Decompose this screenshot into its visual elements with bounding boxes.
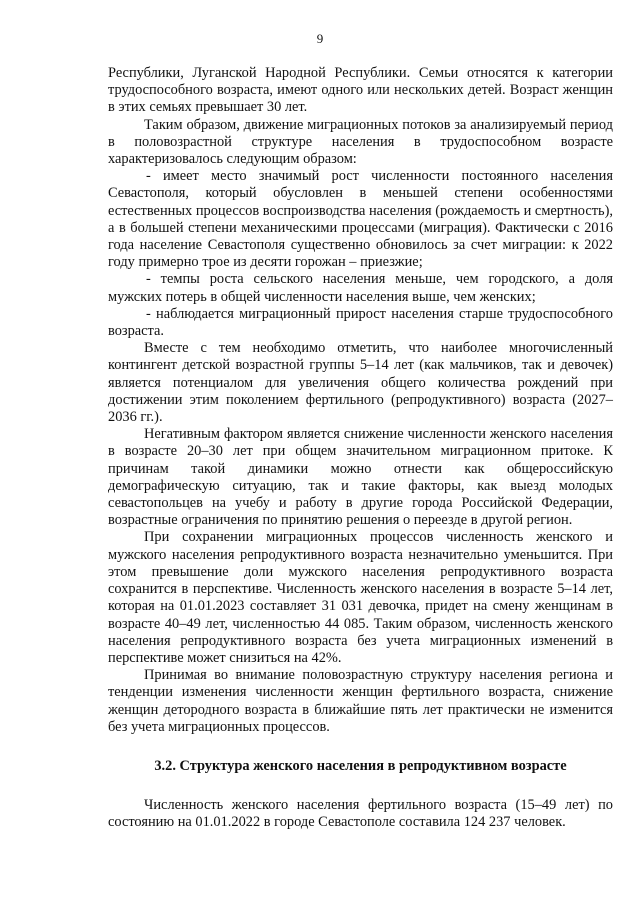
list-item-rural-growth: - темпы роста сельского населения меньше, чем городского, а доля мужских потерь в общей численности населения выше, чем женских; — [108, 271, 613, 305]
page-body — [108, 65, 613, 832]
list-item-elderly-migration: - наблюдается миграционный прирост населения старше трудоспособного возраста. — [108, 305, 613, 340]
paragraph-conclusion: Принимая во внимание половозрастную структуру населения региона и тенденции изменения численности женщин фертильного возраста, снижение женщин детородного возраста в ближайшие пять лет практически не изменится без учета миграционных процессов. — [108, 667, 613, 735]
paragraph-negative-factor: Негативным фактором является снижение численности женского населения в возрасте 20–30 лет при общем значительном миграционном притоке. К причинам такой динамики можно отнести как общероссийскую демографическую ситуацию, так и такие факторы, как выезд молодых севастопольцев на учебу и работу в другие города Российской Федерации, возрастные ограничения по принятию решения о переезде в другой регион. — [108, 426, 613, 529]
paragraph-fertile-population: Численность женского населения фертильного возраста (15–49 лет) по состоянию на 01.01.2022 в городе Севастополе составила 124 237 человек. — [108, 797, 613, 831]
page-number: 9 — [316, 31, 324, 46]
paragraph-reproductive-forecast: При сохранении миграционных процессов численность женского и мужского населения репродуктивного возраста незначительно уменьшится. При этом превышение доли мужского населения репродуктивного возраста сохранится в перспективе. Численность женского населения в возрасте 5–14 лет, которая на 01.01.2023 составляет 31 031 девочка, придет на смену женщинам в возрасте 40–49 лет, численностью 44 085. Таким образом, численность женского населения репродуктивного возраста без учета миграционных изменений в перспективе может снизиться на 42%. — [108, 529, 613, 666]
section-heading: 3.2. Структура женского населения в репродуктивном возрасте — [154, 757, 567, 774]
paragraph-children-potential: Вместе с тем необходимо отметить, что наиболее многочисленный контингент детской возрастной группы 5–14 лет (как мальчиков, так и девочек) является потенциалом для увеличения общего количества рождений при достижении этим поколением фертильного (репродуктивного) возраста (2027–2036 гг.). — [108, 340, 613, 426]
list-item-population-growth: - имеет место значимый рост численности постоянного населения Севастополя, который обусловлен в меньшей степени особенностями естественных процессов воспроизводства населения (рождаемость и смертность), а в большей степени механическими процессами (миграция). Фактически с 2016 года население Севастополя существенно обновилось за счет миграции: к 2022 году примерно трое из десяти горожан – приезжие; — [108, 168, 613, 271]
paragraph-migration-summary: Таким образом, движение миграционных потоков за анализируемый период в половозрастной структуре населения в трудоспособном возрасте характеризовалось следующим образом: — [108, 116, 613, 168]
paragraph-continuation: Республики, Луганской Народной Республики. Семьи относятся к категории трудоспособного возраста, имеют одного или нескольких детей. Возраст женщин в этих семьях превышает 30 лет. — [108, 65, 613, 116]
